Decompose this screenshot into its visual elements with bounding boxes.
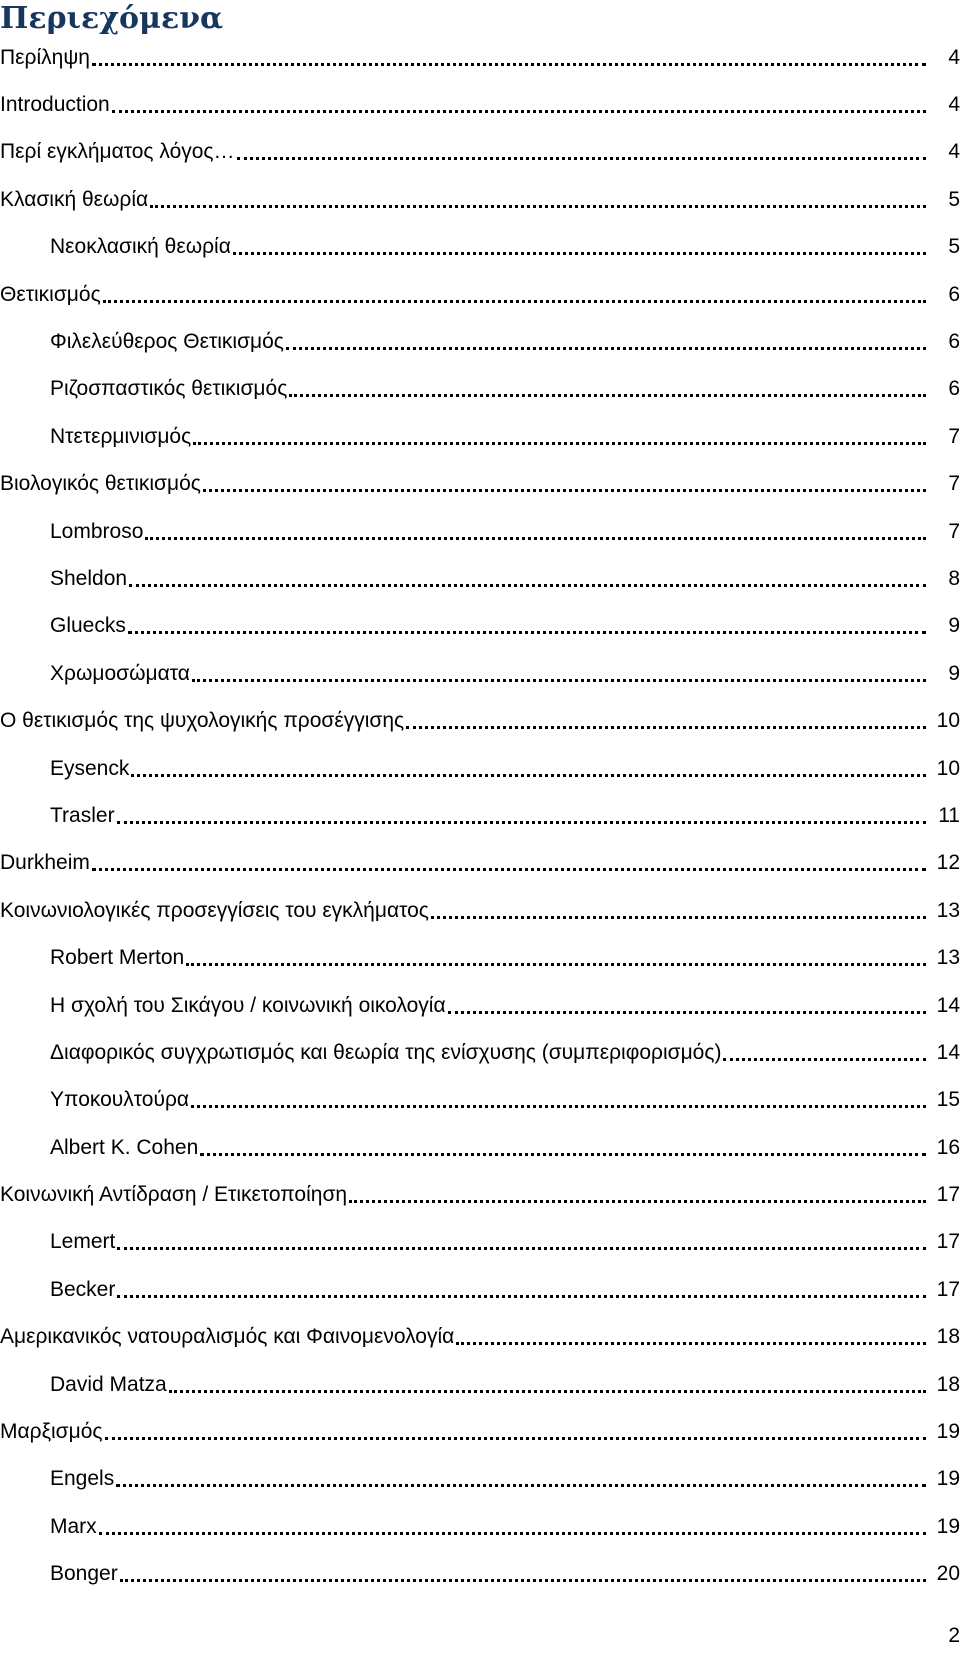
- toc-entry[interactable]: [0, 1456, 960, 1503]
- toc-dot-leader: [289, 378, 926, 400]
- toc-entry-page: 4: [948, 93, 960, 117]
- toc-entry[interactable]: [0, 271, 960, 318]
- toc-dot-leader: [112, 94, 926, 116]
- toc-entry-page: 10: [936, 709, 960, 733]
- toc-entry-page: 9: [948, 614, 960, 638]
- toc-entry[interactable]: [0, 1171, 960, 1218]
- toc-entry-page: 15: [936, 1088, 960, 1112]
- toc-entry[interactable]: [0, 1503, 960, 1550]
- toc-entry-page: 9: [948, 661, 960, 685]
- toc-entry-title: Μαρξισμός: [0, 1420, 103, 1444]
- toc-entry-title: Φιλελεύθερος Θετικισμός: [50, 330, 284, 354]
- toc-entry-page: 11: [938, 803, 960, 827]
- toc-entry-title: Eysenck: [50, 756, 130, 780]
- toc-entry[interactable]: [0, 1314, 960, 1361]
- toc-entry[interactable]: [0, 224, 960, 271]
- toc-entry-title: Βιολογικός θετικισμός: [0, 472, 201, 496]
- toc-entry[interactable]: [0, 650, 960, 697]
- toc-entry-title: Becker: [50, 1277, 116, 1301]
- toc-entry-page: 6: [948, 282, 960, 306]
- toc-dot-leader: [103, 284, 926, 306]
- toc-entry[interactable]: [0, 840, 960, 887]
- toc-entry-page: 8: [948, 566, 960, 590]
- toc-dot-leader: [723, 1042, 926, 1064]
- toc-entry-page: 12: [936, 851, 960, 875]
- toc-dot-leader: [169, 1374, 926, 1396]
- toc-entry-title: Υποκουλτούρα: [50, 1088, 190, 1112]
- toc-dot-leader: [186, 947, 926, 969]
- toc-dot-leader: [92, 47, 926, 69]
- toc-entry-page: 19: [936, 1467, 960, 1491]
- toc-entry-title: David Matza: [50, 1372, 167, 1396]
- toc-entry-title: Νεοκλασική θεωρία: [50, 235, 231, 259]
- toc-entry-title: Κλασική θεωρία: [0, 187, 149, 211]
- toc-entry[interactable]: [0, 1029, 960, 1076]
- toc-dot-leader: [349, 1184, 926, 1206]
- toc-entry-title: Lemert: [50, 1230, 116, 1254]
- toc-entry-title: Engels: [50, 1467, 115, 1491]
- toc-entry[interactable]: [0, 934, 960, 981]
- toc-entry-page: 5: [948, 235, 960, 259]
- toc-entry[interactable]: [0, 508, 960, 555]
- toc-dot-leader: [150, 189, 926, 211]
- toc-entry-page: 10: [936, 756, 960, 780]
- toc-entry[interactable]: [0, 34, 960, 81]
- toc-entry-page: 7: [948, 424, 960, 448]
- toc-dot-leader: [456, 1326, 926, 1348]
- toc-dot-leader: [128, 615, 926, 637]
- toc-dot-leader: [99, 1516, 926, 1538]
- toc-entry-page: 18: [936, 1372, 960, 1396]
- toc-entry[interactable]: [0, 887, 960, 934]
- toc-entry[interactable]: [0, 1266, 960, 1313]
- toc-dot-leader: [92, 852, 926, 874]
- toc-dot-leader: [145, 521, 926, 543]
- toc-entry[interactable]: [0, 461, 960, 508]
- toc-dot-leader: [431, 900, 926, 922]
- toc-entry-title: Διαφορικός συγχρωτισμός και θεωρία της ενίσχυσης (συμπεριφορισμός): [50, 1040, 722, 1064]
- toc-entry-page: 19: [936, 1420, 960, 1444]
- toc-entry-title: Κοινωνική Αντίδραση / Ετικετοποίηση: [0, 1183, 348, 1207]
- toc-entry-page: 6: [948, 377, 960, 401]
- toc-heading: Περιεχόμενα: [0, 1, 224, 36]
- toc-dot-leader: [117, 805, 926, 827]
- page-number: 2: [948, 1624, 960, 1647]
- toc-entry[interactable]: [0, 603, 960, 650]
- toc-dot-leader: [192, 663, 926, 685]
- toc-entry-page: 4: [948, 140, 960, 164]
- toc-entry-title: Introduction: [0, 93, 110, 117]
- toc-entry-page: 16: [936, 1135, 960, 1159]
- toc-entry[interactable]: [0, 318, 960, 365]
- toc-entry-title: Η σχολή του Σικάγου / κοινωνική οικολογία: [50, 993, 446, 1017]
- toc-entry-page: 18: [936, 1325, 960, 1349]
- toc-entry[interactable]: [0, 792, 960, 839]
- toc-dot-leader: [203, 473, 926, 495]
- toc-entry-title: Trasler: [50, 803, 115, 827]
- toc-entry-page: 7: [948, 472, 960, 496]
- toc-entry[interactable]: [0, 81, 960, 128]
- toc-entry-title: Αμερικανικός νατουραλισμός και Φαινομενολογία: [0, 1325, 455, 1349]
- toc-entry-title: Ντετερμινισμός: [50, 424, 192, 448]
- toc-entry[interactable]: [0, 176, 960, 223]
- toc-dot-leader: [233, 236, 926, 258]
- toc-dot-leader: [286, 331, 926, 353]
- toc-entry-title: Περί εγκλήματος λόγος…: [0, 140, 235, 164]
- toc-dot-leader: [191, 1089, 926, 1111]
- toc-entry-title: Ριζοσπαστικός θετικισμός: [50, 377, 288, 401]
- toc-entry-title: Περίληψη: [0, 45, 90, 69]
- toc-entry-title: Albert K. Cohen: [50, 1135, 199, 1159]
- toc-entry[interactable]: [0, 1124, 960, 1171]
- toc-entry[interactable]: [0, 745, 960, 792]
- toc-dot-leader: [120, 1563, 926, 1585]
- toc-entry-title: Κοινωνιολογικές προσεγγίσεις του εγκλήματος: [0, 898, 429, 922]
- toc-entry-title: Ο θετικισμός της ψυχολογικής προσέγγισης: [0, 709, 405, 733]
- toc-dot-leader: [117, 1231, 926, 1253]
- toc-entry-title: Sheldon: [50, 566, 128, 590]
- toc-entry-page: 6: [948, 330, 960, 354]
- toc-dot-leader: [237, 141, 926, 163]
- toc-dot-leader: [193, 426, 926, 448]
- toc-dot-leader: [131, 758, 926, 780]
- toc-dot-leader: [200, 1137, 926, 1159]
- toc-entry-page: 14: [936, 1040, 960, 1064]
- toc-entry[interactable]: [0, 1361, 960, 1408]
- toc-dot-leader: [406, 710, 926, 732]
- toc-entry-page: 17: [936, 1230, 960, 1254]
- toc-entry-page: 17: [936, 1277, 960, 1301]
- toc-entry-page: 13: [936, 946, 960, 970]
- toc-entry-page: 17: [936, 1183, 960, 1207]
- toc-entry[interactable]: [0, 1077, 960, 1124]
- toc-entry[interactable]: [0, 1551, 960, 1598]
- toc-entry[interactable]: [0, 366, 960, 413]
- toc-entry-page: 20: [936, 1562, 960, 1586]
- toc-entry-title: Marx: [50, 1514, 97, 1538]
- toc-dot-leader: [105, 1421, 926, 1443]
- toc-entry[interactable]: [0, 1219, 960, 1266]
- toc-entry[interactable]: [0, 982, 960, 1029]
- toc-entry-title: Θετικισμός: [0, 282, 101, 306]
- toc-entry-title: Gluecks: [50, 614, 126, 638]
- toc-entry[interactable]: [0, 555, 960, 602]
- toc-entry-page: 4: [948, 45, 960, 69]
- toc-entry-page: 19: [936, 1514, 960, 1538]
- table-of-contents: [0, 34, 960, 1598]
- toc-entry-page: 14: [936, 993, 960, 1017]
- toc-dot-leader: [117, 1279, 926, 1301]
- toc-entry[interactable]: [0, 413, 960, 460]
- toc-entry[interactable]: [0, 697, 960, 744]
- toc-entry-page: 7: [948, 519, 960, 543]
- toc-entry-title: Χρωμοσώματα: [50, 661, 190, 685]
- toc-entry-title: Lombroso: [50, 519, 144, 543]
- toc-entry[interactable]: [0, 1408, 960, 1455]
- toc-dot-leader: [116, 1468, 926, 1490]
- toc-entry[interactable]: [0, 129, 960, 176]
- toc-entry-page: 5: [948, 187, 960, 211]
- toc-entry-title: Robert Merton: [50, 946, 185, 970]
- toc-entry-title: Durkheim: [0, 851, 90, 875]
- toc-entry-page: 13: [936, 898, 960, 922]
- toc-dot-leader: [129, 568, 926, 590]
- toc-dot-leader: [448, 995, 926, 1017]
- toc-entry-title: Bonger: [50, 1562, 118, 1586]
